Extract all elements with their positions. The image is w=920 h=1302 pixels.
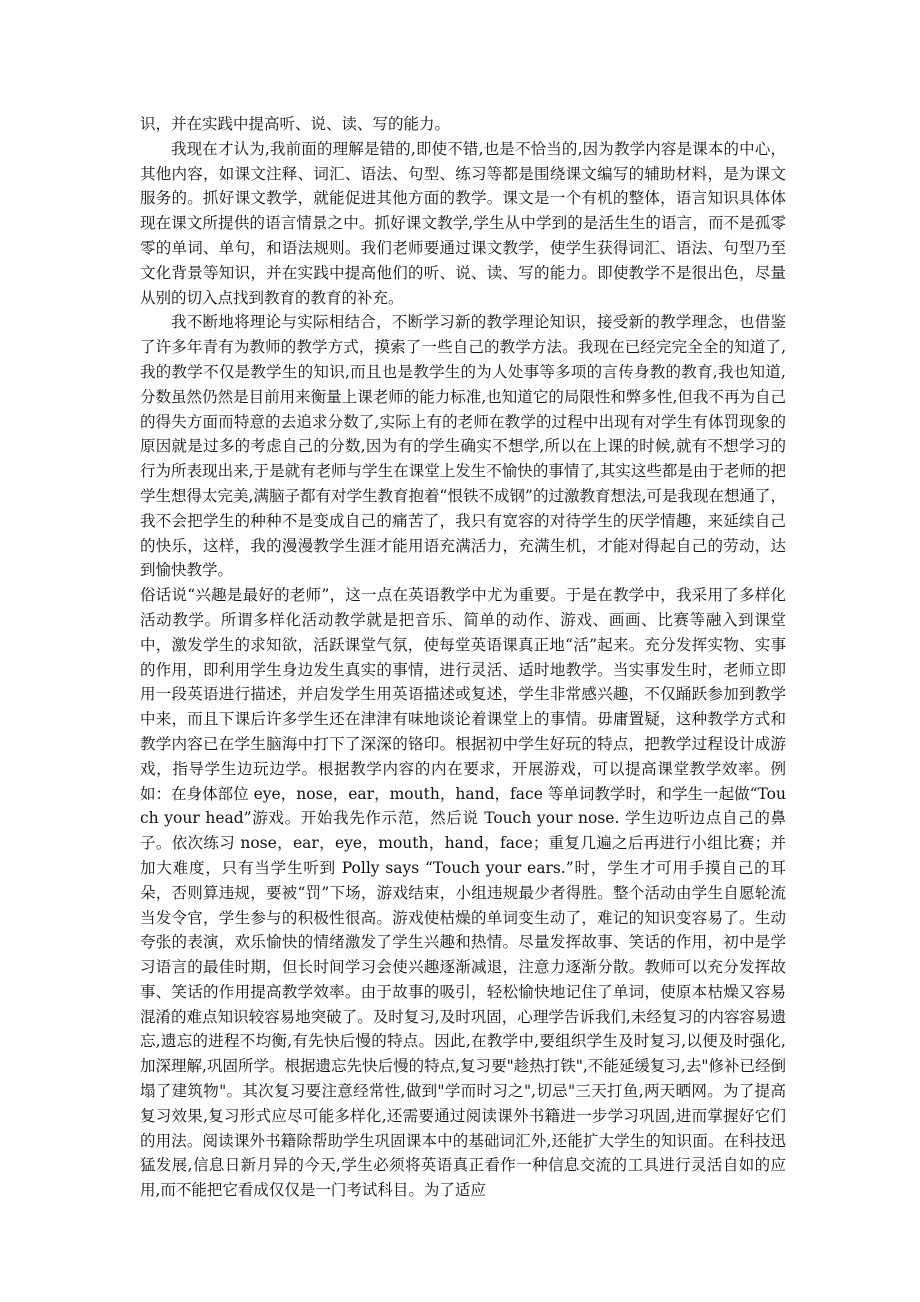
paragraph-2: 我现在才认为,我前面的理解是错的,即使不错,也是不恰当的,因为教学内容是课本的中心，其他内容，如课文注释、词汇、语法、句型、练习等都是围绕课文编写的辅助材料，是为课文服务的。抓好课文教学，就能促进其他方面的教学。课文是一个有机的整体，语言知识具体体现在课文所提供的语言情景之中。抓好课文教学,学生从中学到的是活生生的语言，而不是孤零零的单词、单句，和语法规则。我们老师要通过课文教学，使学生获得词汇、语法、句型乃至文化背景等知识，并在实践中提高他们的听、说、读、写的能力。即使教学不是很出色，尽量从别的切入点找到教育的教育的补充。 <box>140 139 786 307</box>
document-body <box>140 112 786 1203</box>
paragraph-1: 识，并在实践中提高听、说、读、写的能力。 <box>140 115 451 133</box>
paragraph-3: 我不断地将理论与实际相结合，不断学习新的教学理论知识，接受新的教学理念，也借鉴了许多年青有为教师的教学方式，摸索了一些自己的教学方法。我现在已经完完全全的知道了,我的教学不仅是教学生的知识,而且也是教学生的为人处事等多项的言传身教的教育,我也知道,分数虽然仍然是目前用来衡量上课老师的能力标准,也知道它的局限性和弊多性,但我不再为自己的得失方面而特意的去追求分数了,实际上有的老师在教学的过程中出现有对学生有体罚现象的原因就是过多的考虑自己的分数,因为有的学生确实不想学,所以在上课的时候,就有不想学习的行为所表现出来,于是就有老师与学生在课堂上发生不愉快的事情了,其实这些都是由于老师的把学生想得太完美,满脑子都有对学生教育抱着“恨铁不成钢”的过激教育想法,可是我现在想通了，我不会把学生的种种不是变成自己的痛苦了，我只有宽容的对待学生的厌学情趣，来延续自己的快乐，这样，我的漫漫教学生涯才能用语充满活力，充满生机，才能对得起自己的劳动，达到愉快教学。 <box>140 313 786 580</box>
paragraph-4: 俗话说“兴趣是最好的老师”，这一点在英语教学中尤为重要。于是在教学中，我采用了多样化活动教学。所谓多样化活动教学就是把音乐、简单的动作、游戏、画画、比赛等融入到课堂中，激发学生的求知欲，活跃课堂气氛，使每堂英语课真正地“活”起来。充分发挥实物、实事的作用，即利用学生身边发生真实的事情，进行灵活、适时地教学。当实事发生时，老师立即用一段英语进行描述，并启发学生用英语描述或复述，学生非常感兴趣，不仅踊跃参加到教学中来，而且下课后许多学生还在津津有味地谈论着课堂上的事情。毋庸置疑，这种教学方式和教学内容已在学生脑海中打下了深深的铬印。根据初中学生好玩的特点，把教学过程设计成游戏，指导学生边玩边学。根据教学内容的内在要求，开展游戏，可以提高课堂教学效率。例如：在身体部位 eye，nose，ear，mouth，hand，face 等单词教学时，和学生一起做“Touch your head”游戏。开始我先作示范，然后说 Touch your nose. 学生边听边点自己的鼻子。依次练习 nose，ear，eye，mouth，hand，face；重复几遍之后再进行小组比赛；并加大难度，只有当学生听到 Polly says “Touch your ears.”时，学生才可用手摸自己的耳朵，否则算违规，要被“罚”下场，游戏结束，小组违规最少者得胜。整个活动由学生自愿轮流当发令官，学生参与的积极性很高。游戏使枯燥的单词变生动了，难记的知识变容易了。生动夸张的表演，欢乐愉快的情绪激发了学生兴趣和热情。尽量发挥故事、笑话的作用，初中是学习语言的最佳时期，但长时间学习会使兴趣逐渐减退，注意力逐渐分散。教师可以充分发挥故事、笑话的作用提高教学效率。由于故事的吸引，轻松愉快地记住了单词，使原本枯燥又容易混淆的难点知识较容易地突破了。及时复习,及时巩固，心理学告诉我们,未经复习的内容容易遗忘,遗忘的进程不均衡,有先快后慢的特点。因此,在教学中,要组织学生及时复习,以便及时强化,加深理解,巩固所学。根据遗忘先快后慢的特点,复习要"趁热打铁",不能延缓复习,去"修补已经倒塌了建筑物"。其次复习要注意经常性,做到"学而时习之",切忌"三天打鱼,两天晒网。为了提高复习效果,复习形式应尽可能多样化,还需要通过阅读课外书籍进一步学习巩固,进而掌握好它们的用法。阅读课外书籍除帮助学生巩固课本中的基础词汇外,还能扩大学生的知识面。在科技迅猛发展,信息日新月异的今天,学生必须将英语真正看作一种信息交流的工具进行灵活自如的应用,而不能把它看成仅仅是一门考试科目。为了适应 <box>140 586 786 1200</box>
